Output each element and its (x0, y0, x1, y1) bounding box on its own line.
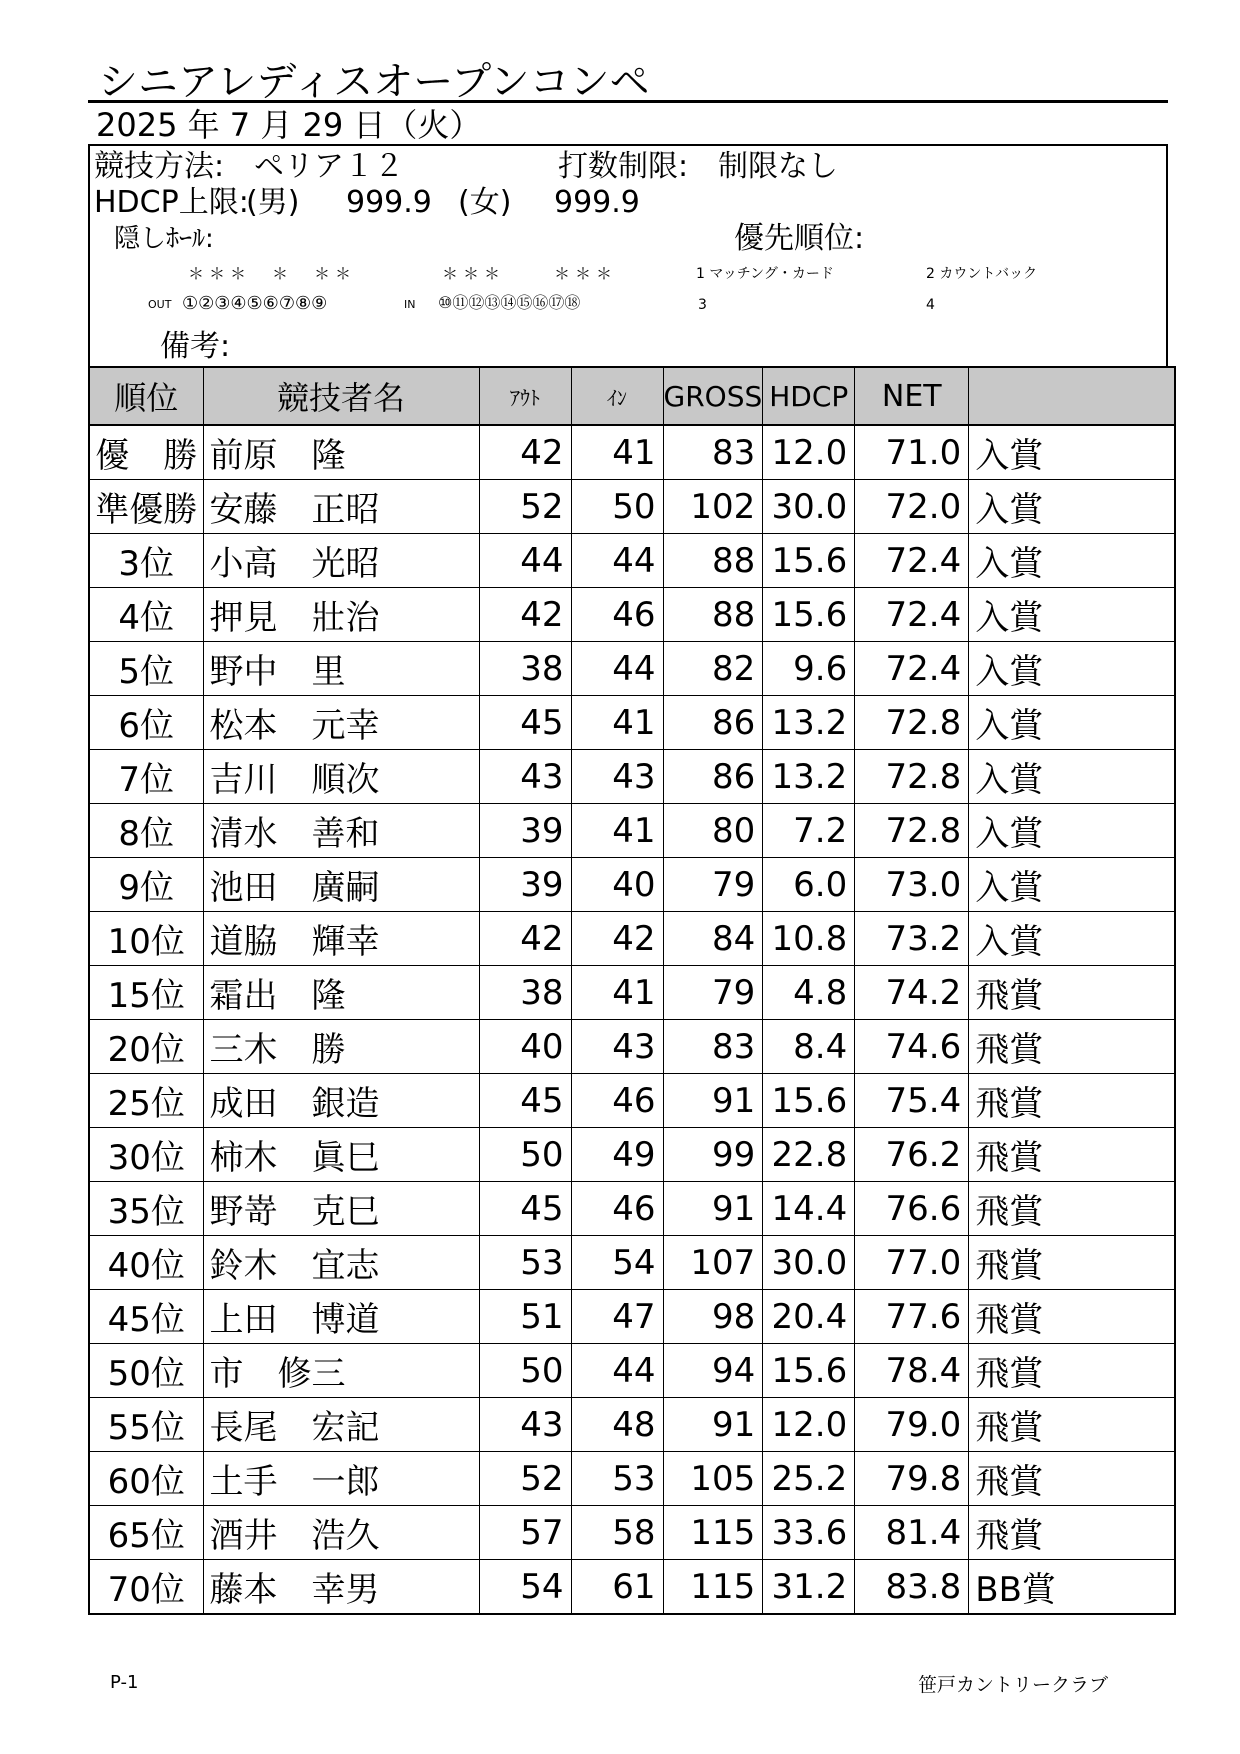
award-cell: 飛賞 (969, 1452, 1175, 1506)
table-row (89, 1290, 1175, 1344)
rank-cell: 9位 (89, 858, 203, 912)
in-score-cell: 49 (571, 1128, 663, 1182)
gross-cell: 91 (663, 1182, 763, 1236)
rank-cell: 30位 (89, 1128, 203, 1182)
award-cell: 入賞 (969, 534, 1175, 588)
table-row (89, 912, 1175, 966)
gross-cell: 86 (663, 696, 763, 750)
name-cell: 長尾 宏記 (203, 1398, 479, 1452)
net-cell: 79.0 (855, 1398, 969, 1452)
rank-cell: 70位 (89, 1560, 203, 1615)
in-score-cell: 47 (571, 1290, 663, 1344)
name-cell: 野嵜 克巳 (203, 1182, 479, 1236)
net-cell: 77.0 (855, 1236, 969, 1290)
gross-cell: 115 (663, 1560, 763, 1615)
award-cell: 飛賞 (969, 1398, 1175, 1452)
net-cell: 78.4 (855, 1344, 969, 1398)
out-label: OUT (148, 298, 172, 311)
table-row (89, 858, 1175, 912)
in-score-cell: 50 (571, 480, 663, 534)
stroke-limit-label: 打数制限: (558, 149, 689, 184)
name-cell: 池田 廣嗣 (203, 858, 479, 912)
table-row (89, 750, 1175, 804)
name-cell: 藤本 幸男 (203, 1560, 479, 1615)
in-score-cell: 42 (571, 912, 663, 966)
in-score-cell: 41 (571, 804, 663, 858)
out-score-cell: 50 (479, 1344, 571, 1398)
net-cell: 79.8 (855, 1452, 969, 1506)
out-score-cell: 53 (479, 1236, 571, 1290)
net-cell: 74.6 (855, 1020, 969, 1074)
out-score-cell: 52 (479, 480, 571, 534)
hdcp-cell: 8.4 (763, 1020, 855, 1074)
out-score-cell: 52 (479, 1452, 571, 1506)
net-cell: 76.6 (855, 1182, 969, 1236)
net-cell: 75.4 (855, 1074, 969, 1128)
name-cell: 市 修三 (203, 1344, 479, 1398)
gross-cell: 105 (663, 1452, 763, 1506)
table-row (89, 1128, 1175, 1182)
name-cell: 前原 隆 (203, 425, 479, 480)
in-score-cell: 44 (571, 1344, 663, 1398)
gross-cell: 91 (663, 1074, 763, 1128)
net-cell: 76.2 (855, 1128, 969, 1182)
competition-info-box (88, 144, 1168, 368)
award-cell: 飛賞 (969, 1506, 1175, 1560)
name-cell: 安藤 正昭 (203, 480, 479, 534)
award-cell: 入賞 (969, 696, 1175, 750)
net-cell: 72.8 (855, 750, 969, 804)
out-score-cell: 42 (479, 912, 571, 966)
name-cell: 鈴木 宜志 (203, 1236, 479, 1290)
in-score-cell: 48 (571, 1398, 663, 1452)
name-cell: 柿木 眞巳 (203, 1128, 479, 1182)
out-score-cell: 40 (479, 1020, 571, 1074)
award-cell: 入賞 (969, 642, 1175, 696)
header-net: NET (855, 367, 969, 425)
in-score-cell: 43 (571, 1020, 663, 1074)
name-cell: 清水 善和 (203, 804, 479, 858)
method-label: 競技方法: (94, 149, 225, 184)
rank-cell: 65位 (89, 1506, 203, 1560)
hdcp-cell: 33.6 (763, 1506, 855, 1560)
name-cell: 三木 勝 (203, 1020, 479, 1074)
table-row (89, 696, 1175, 750)
rank-cell: 6位 (89, 696, 203, 750)
name-cell: 押見 壯治 (203, 588, 479, 642)
net-cell: 83.8 (855, 1560, 969, 1615)
in-score-cell: 41 (571, 966, 663, 1020)
award-cell: 飛賞 (969, 1344, 1175, 1398)
hdcp-cell: 13.2 (763, 696, 855, 750)
rank-cell: 20位 (89, 1020, 203, 1074)
hdcp-cell: 30.0 (763, 480, 855, 534)
in-score-cell: 46 (571, 588, 663, 642)
gross-cell: 102 (663, 480, 763, 534)
out-holes: ①②③④⑤⑥⑦⑧⑨ (182, 293, 328, 314)
net-cell: 71.0 (855, 425, 969, 480)
award-cell: 飛賞 (969, 1290, 1175, 1344)
page-title: シニアレディスオープンコンペ (98, 59, 650, 105)
gross-cell: 91 (663, 1398, 763, 1452)
out-score-cell: 43 (479, 1398, 571, 1452)
in-score-cell: 46 (571, 1074, 663, 1128)
rank-cell: 8位 (89, 804, 203, 858)
rank-cell: 優 勝 (89, 425, 203, 480)
rank-cell: 50位 (89, 1344, 203, 1398)
header-hdcp: HDCP (763, 367, 855, 425)
net-cell: 72.4 (855, 642, 969, 696)
in-score-cell: 44 (571, 534, 663, 588)
table-row (89, 1452, 1175, 1506)
hdcp-women-label: (女) (458, 185, 512, 220)
out-score-cell: 39 (479, 804, 571, 858)
gross-cell: 107 (663, 1236, 763, 1290)
table-row (89, 966, 1175, 1020)
out-score-cell: 39 (479, 858, 571, 912)
hdcp-cell: 22.8 (763, 1128, 855, 1182)
name-cell: 土手 一郎 (203, 1452, 479, 1506)
rank-cell: 3位 (89, 534, 203, 588)
gross-cell: 98 (663, 1290, 763, 1344)
club-name: 笹戸カントリークラブ (918, 1674, 1109, 1696)
header-in: ｲﾝ (571, 367, 663, 425)
rank-cell: 45位 (89, 1290, 203, 1344)
hdcp-limit-label: HDCP上限: (94, 185, 249, 220)
in-holes: ⑩⑪⑫⑬⑭⑮⑯⑰⑱ (438, 293, 581, 312)
hdcp-cell: 7.2 (763, 804, 855, 858)
award-cell: 飛賞 (969, 1182, 1175, 1236)
hdcp-cell: 6.0 (763, 858, 855, 912)
table-row (89, 1560, 1175, 1615)
priority-2: 2 カウントバック (926, 266, 1038, 282)
out-score-cell: 45 (479, 696, 571, 750)
rank-cell: 10位 (89, 912, 203, 966)
stroke-limit-value: 制限なし (718, 149, 838, 184)
out-score-cell: 42 (479, 425, 571, 480)
hdcp-cell: 12.0 (763, 425, 855, 480)
hdcp-cell: 13.2 (763, 750, 855, 804)
gross-cell: 79 (663, 858, 763, 912)
rank-cell: 15位 (89, 966, 203, 1020)
table-row (89, 642, 1175, 696)
award-cell: 入賞 (969, 480, 1175, 534)
table-header-row (89, 367, 1175, 425)
rank-cell: 4位 (89, 588, 203, 642)
out-score-cell: 38 (479, 966, 571, 1020)
hdcp-cell: 14.4 (763, 1182, 855, 1236)
award-cell: 飛賞 (969, 1128, 1175, 1182)
in-score-cell: 40 (571, 858, 663, 912)
gross-cell: 84 (663, 912, 763, 966)
in-score-cell: 41 (571, 696, 663, 750)
in-score-cell: 61 (571, 1560, 663, 1615)
rank-cell: 5位 (89, 642, 203, 696)
table-row (89, 1020, 1175, 1074)
header-out: ｱｳﾄ (479, 367, 571, 425)
in-label: IN (404, 298, 416, 311)
event-date: 2025 年 7 月 29 日（火） (96, 106, 482, 144)
out-score-cell: 45 (479, 1182, 571, 1236)
award-cell: 飛賞 (969, 1236, 1175, 1290)
award-cell: 飛賞 (969, 1074, 1175, 1128)
table-row (89, 1236, 1175, 1290)
hidden-marks-out: ＊＊＊ ＊ ＊＊ (188, 264, 357, 283)
results-table (88, 366, 1176, 1615)
out-score-cell: 51 (479, 1290, 571, 1344)
table-row (89, 804, 1175, 858)
table-row (89, 1506, 1175, 1560)
name-cell: 成田 銀造 (203, 1074, 479, 1128)
hdcp-men-value: 999.9 (346, 185, 432, 220)
award-cell: 入賞 (969, 912, 1175, 966)
gross-cell: 86 (663, 750, 763, 804)
hidden-holes-label: 隠しﾎｰﾙ: (114, 224, 214, 254)
table-row (89, 534, 1175, 588)
net-cell: 72.4 (855, 534, 969, 588)
table-row (89, 480, 1175, 534)
out-score-cell: 43 (479, 750, 571, 804)
table-row (89, 1344, 1175, 1398)
gross-cell: 115 (663, 1506, 763, 1560)
gross-cell: 83 (663, 1020, 763, 1074)
gross-cell: 88 (663, 588, 763, 642)
name-cell: 小高 光昭 (203, 534, 479, 588)
net-cell: 77.6 (855, 1290, 969, 1344)
priority-label: 優先順位: (734, 221, 865, 256)
gross-cell: 88 (663, 534, 763, 588)
in-score-cell: 44 (571, 642, 663, 696)
name-cell: 酒井 浩久 (203, 1506, 479, 1560)
out-score-cell: 45 (479, 1074, 571, 1128)
hdcp-cell: 9.6 (763, 642, 855, 696)
hdcp-cell: 20.4 (763, 1290, 855, 1344)
award-cell: 入賞 (969, 858, 1175, 912)
out-score-cell: 50 (479, 1128, 571, 1182)
hdcp-cell: 25.2 (763, 1452, 855, 1506)
hidden-marks-in-first: ＊＊＊ (442, 264, 506, 283)
hdcp-cell: 31.2 (763, 1560, 855, 1615)
table-row (89, 1182, 1175, 1236)
priority-3: 3 (698, 297, 707, 313)
out-score-cell: 38 (479, 642, 571, 696)
hdcp-cell: 15.6 (763, 588, 855, 642)
hdcp-cell: 15.6 (763, 534, 855, 588)
award-cell: 入賞 (969, 750, 1175, 804)
remarks-label: 備考: (160, 329, 231, 364)
header-rank: 順位 (89, 367, 203, 425)
name-cell: 霜出 隆 (203, 966, 479, 1020)
hdcp-women-value: 999.9 (554, 185, 640, 220)
hdcp-cell: 15.6 (763, 1344, 855, 1398)
net-cell: 72.0 (855, 480, 969, 534)
in-score-cell: 43 (571, 750, 663, 804)
award-cell: 飛賞 (969, 966, 1175, 1020)
header-name: 競技者名 (203, 367, 479, 425)
out-score-cell: 54 (479, 1560, 571, 1615)
net-cell: 72.8 (855, 804, 969, 858)
table-row (89, 1398, 1175, 1452)
name-cell: 上田 博道 (203, 1290, 479, 1344)
net-cell: 73.0 (855, 858, 969, 912)
rank-cell: 55位 (89, 1398, 203, 1452)
table-row (89, 588, 1175, 642)
in-score-cell: 54 (571, 1236, 663, 1290)
gross-cell: 82 (663, 642, 763, 696)
hdcp-men-label: (男) (246, 185, 300, 220)
gross-cell: 79 (663, 966, 763, 1020)
award-cell: 飛賞 (969, 1020, 1175, 1074)
gross-cell: 80 (663, 804, 763, 858)
priority-4: 4 (926, 297, 935, 313)
rank-cell: 60位 (89, 1452, 203, 1506)
net-cell: 72.8 (855, 696, 969, 750)
method-value: ペリア１２ (254, 149, 404, 184)
rank-cell: 準優勝 (89, 480, 203, 534)
net-cell: 73.2 (855, 912, 969, 966)
name-cell: 松本 元幸 (203, 696, 479, 750)
rank-cell: 7位 (89, 750, 203, 804)
hdcp-cell: 10.8 (763, 912, 855, 966)
in-score-cell: 41 (571, 425, 663, 480)
rank-cell: 25位 (89, 1074, 203, 1128)
out-score-cell: 42 (479, 588, 571, 642)
rank-cell: 40位 (89, 1236, 203, 1290)
net-cell: 74.2 (855, 966, 969, 1020)
name-cell: 吉川 順次 (203, 750, 479, 804)
name-cell: 道脇 輝幸 (203, 912, 479, 966)
out-score-cell: 57 (479, 1506, 571, 1560)
award-cell: BB賞 (969, 1560, 1175, 1615)
award-cell: 入賞 (969, 804, 1175, 858)
in-score-cell: 46 (571, 1182, 663, 1236)
header-award (969, 367, 1175, 425)
out-score-cell: 44 (479, 534, 571, 588)
hdcp-cell: 30.0 (763, 1236, 855, 1290)
page-number: P-1 (110, 1672, 139, 1693)
award-cell: 入賞 (969, 588, 1175, 642)
title-underline (88, 100, 1168, 103)
hdcp-cell: 12.0 (763, 1398, 855, 1452)
in-score-cell: 53 (571, 1452, 663, 1506)
priority-1: 1 マッチング・カード (696, 266, 834, 282)
hdcp-cell: 4.8 (763, 966, 855, 1020)
rank-cell: 35位 (89, 1182, 203, 1236)
name-cell: 野中 里 (203, 642, 479, 696)
gross-cell: 99 (663, 1128, 763, 1182)
net-cell: 81.4 (855, 1506, 969, 1560)
header-gross: GROSS (663, 367, 763, 425)
gross-cell: 83 (663, 425, 763, 480)
net-cell: 72.4 (855, 588, 969, 642)
in-score-cell: 58 (571, 1506, 663, 1560)
table-row (89, 1074, 1175, 1128)
award-cell: 入賞 (969, 425, 1175, 480)
hdcp-cell: 15.6 (763, 1074, 855, 1128)
hidden-marks-in-second: ＊＊＊ (554, 264, 618, 283)
gross-cell: 94 (663, 1344, 763, 1398)
table-row (89, 425, 1175, 480)
